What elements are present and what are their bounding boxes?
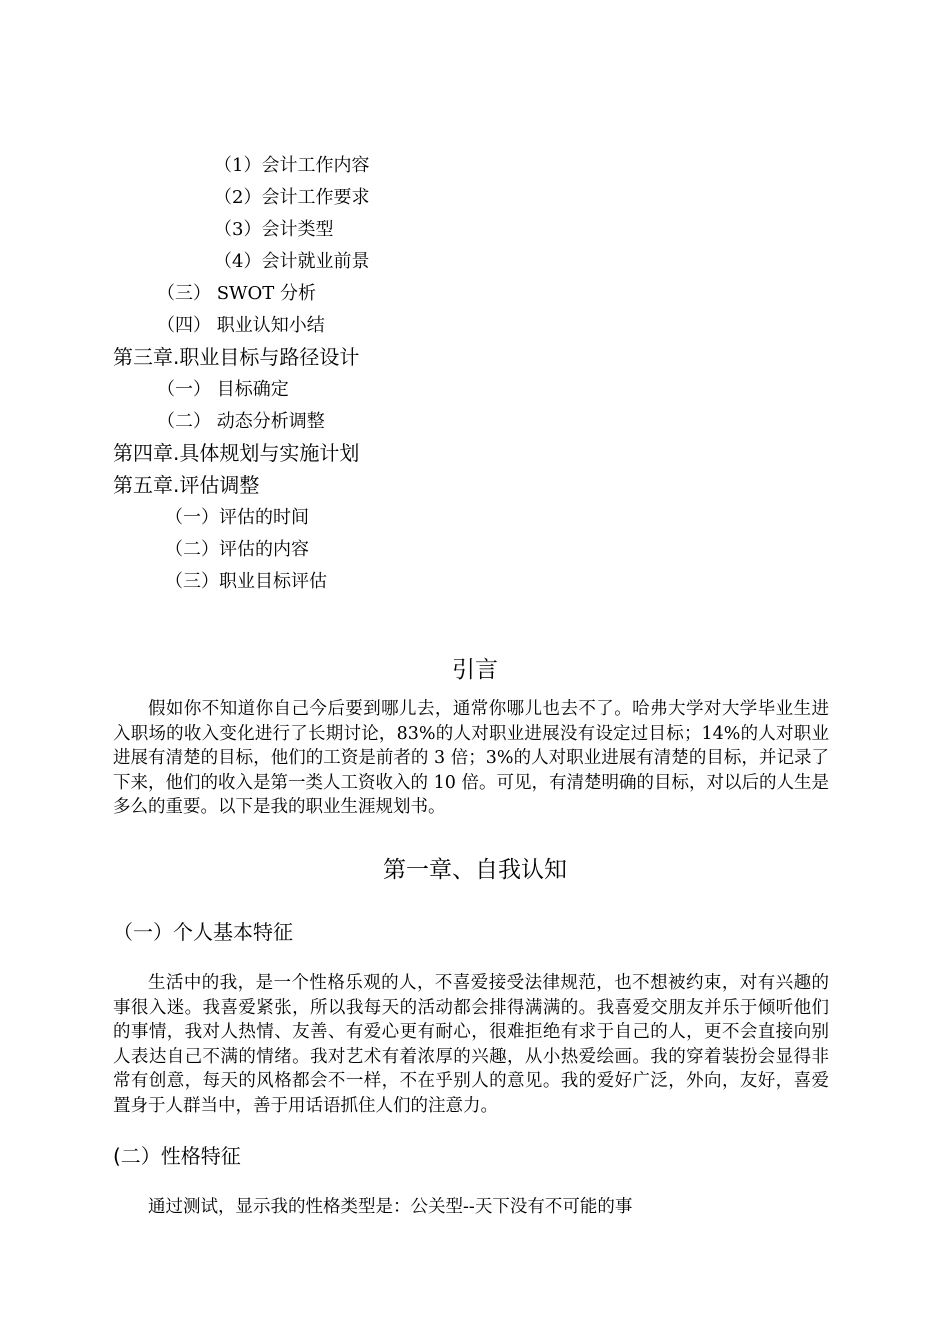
toc-item: （2）会计工作要求	[214, 187, 370, 208]
toc-item: （四） 职业认知小结	[157, 315, 325, 336]
section-heading: （一）个人基本特征	[113, 920, 293, 944]
toc-item: （一）评估的时间	[165, 507, 309, 528]
toc-item: （3）会计类型	[214, 219, 334, 240]
toc-chapter-heading: 第三章.职业目标与路径设计	[113, 345, 360, 369]
toc-item: （一） 目标确定	[157, 379, 289, 400]
toc-item: （三） SWOT 分析	[157, 283, 317, 304]
toc-item: （4）会计就业前景	[214, 251, 370, 272]
section-heading: (二）性格特征	[113, 1144, 241, 1168]
toc-chapter-heading: 第四章.具体规划与实施计划	[113, 441, 360, 465]
intro-title: 引言	[452, 657, 498, 683]
toc-item: （1）会计工作内容	[214, 155, 370, 176]
toc-item: （二） 动态分析调整	[157, 411, 325, 432]
toc-item: （三）职业目标评估	[165, 571, 327, 592]
toc-item: （二）评估的内容	[165, 539, 309, 560]
intro-paragraph: 假如你不知道你自己今后要到哪儿去，通常你哪儿也去不了。哈弗大学对大学毕业生进入职场的收入变化进行了长期讨论，83%的人对职业进展没有设定过目标；14%的人对职业进展有清楚的目标，他们的工资是前者的 3 倍；3%的人对职业进展有清楚的目标，并记录了下来，他们的收入是第一类人工资收入的 10 倍。可见，有清楚明确的目标，对以后的人生是多么的重要。以下是我的职业生涯规划书。	[113, 699, 829, 817]
section-paragraph: 生活中的我，是一个性格乐观的人，不喜爱接受法律规范，也不想被约束，对有兴趣的事很入迷。我喜爱紧张，所以我每天的活动都会排得满满的。我喜爱交朋友并乐于倾听他们的事情，我对人热情、友善、有爱心更有耐心，很难拒绝有求于自己的人，更不会直接向别人表达自己不满的情绪。我对艺术有着浓厚的兴趣，从小热爱绘画。我的穿着装扮会显得非常有创意，每天的风格都会不一样，不在乎别人的意见。我的爱好广泛，外向，友好，喜爱置身于人群当中，善于用话语抓住人们的注意力。	[113, 973, 829, 1116]
toc-chapter-heading: 第五章.评估调整	[113, 473, 260, 497]
chapter-title: 第一章、自我认知	[383, 857, 567, 883]
section-paragraph: 通过测试，显示我的性格类型是：公关型--天下没有不可能的事	[148, 1197, 633, 1217]
